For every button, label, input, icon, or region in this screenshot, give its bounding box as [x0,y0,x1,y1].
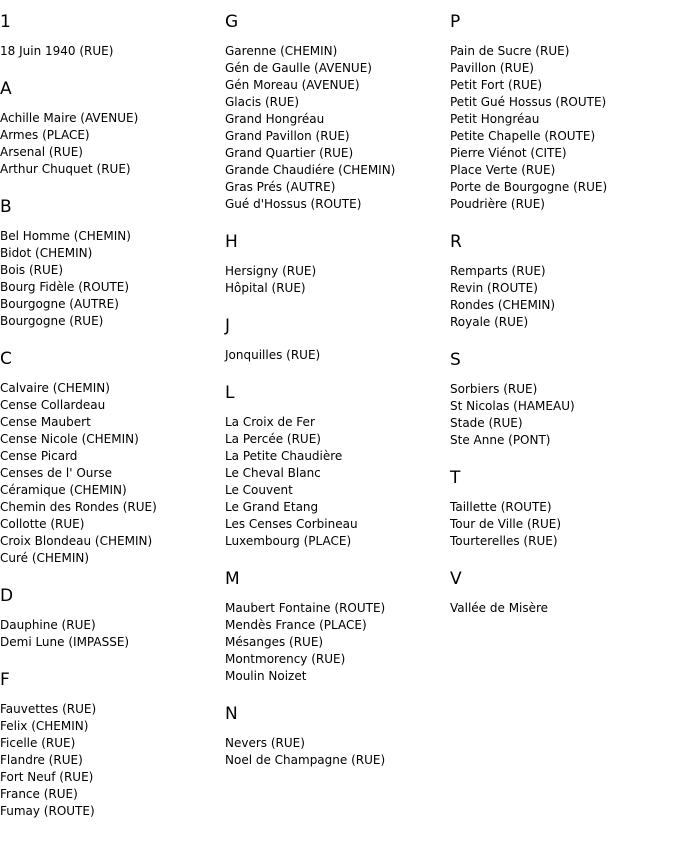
street-item: Petit Gué Hossus (ROUTE) [450,95,607,109]
street-item: Dauphine (RUE) [0,618,96,632]
street-list [450,263,674,331]
street-item: Cense Picard [0,449,78,463]
street-item: Moulin Noizet [225,669,307,683]
street-item: Bourgogne (RUE) [0,314,104,328]
letter-group [0,12,224,60]
letter-group [0,670,224,820]
letter-group [0,197,224,330]
street-item: Cense Maubert [0,415,91,429]
street-list [0,228,224,330]
street-list [225,43,449,213]
letter-heading: J [225,316,231,336]
street-item: Arthur Chuquet (RUE) [0,162,131,176]
street-item: Hôpital (RUE) [225,281,306,295]
letter-heading: B [0,197,12,217]
street-list [225,414,449,550]
letter-group [0,79,224,178]
street-item: Gras Prés (AUTRE) [225,180,336,194]
street-item: Petit Fort (RUE) [450,78,543,92]
street-item: Gén Moreau (AVENUE) [225,78,360,92]
street-item: Gén de Gaulle (AVENUE) [225,61,372,75]
street-list [0,380,224,567]
street-list [450,43,674,213]
index-column [450,0,674,617]
street-item: Fumay (ROUTE) [0,804,95,818]
street-item: Bois (RUE) [0,263,64,277]
index-column [0,0,224,820]
letter-heading: N [225,704,238,724]
street-item: Pain de Sucre (RUE) [450,44,570,58]
street-item: Pavillon (RUE) [450,61,534,75]
street-item: Les Censes Corbineau [225,517,358,531]
street-item: Le Cheval Blanc [225,466,321,480]
letter-heading: V [450,569,462,589]
street-item: Petit Hongréau [450,112,540,126]
street-item: Sorbiers (RUE) [450,382,538,396]
street-list [0,701,224,820]
street-item: Bourg Fidèle (ROUTE) [0,280,130,294]
street-item: Flandre (RUE) [0,753,83,767]
street-item: Royale (RUE) [450,315,529,329]
letter-group [450,12,674,213]
street-item: Chemin des Rondes (RUE) [0,500,157,514]
street-item: Céramique (CHEMIN) [0,483,127,497]
street-item: La Petite Chaudière [225,449,343,463]
street-item: Le Grand Etang [225,500,319,514]
letter-group [450,569,674,617]
street-item: Maubert Fontaine (ROUTE) [225,601,386,615]
street-list [450,600,674,617]
letter-heading: T [450,468,461,488]
street-item: Calvaire (CHEMIN) [0,381,110,395]
street-list [225,600,449,685]
street-item: Glacis (RUE) [225,95,300,109]
street-item: Porte de Bourgogne (RUE) [450,180,608,194]
street-item: Felix (CHEMIN) [0,719,89,733]
street-item: Ficelle (RUE) [0,736,76,750]
letter-heading: M [225,569,240,589]
letter-group [225,232,449,297]
street-item: Vallée de Misère [450,601,549,615]
letter-group [225,569,449,685]
street-item: Remparts (RUE) [450,264,546,278]
street-item: Grand Pavillon (RUE) [225,129,350,143]
street-item: La Percée (RUE) [225,432,321,446]
letter-heading: F [0,670,10,690]
street-item: Cense Collardeau [0,398,106,412]
street-item: Revin (ROUTE) [450,281,538,295]
letter-group [0,586,224,651]
letter-heading: A [0,79,12,99]
street-item: Mésanges (RUE) [225,635,324,649]
street-item: Bidot (CHEMIN) [0,246,93,260]
street-item: 18 Juin 1940 (RUE) [0,44,114,58]
street-item: Rondes (CHEMIN) [450,298,556,312]
index-column [225,0,449,769]
letter-heading: G [225,12,239,32]
street-item: Grande Chaudiére (CHEMIN) [225,163,396,177]
street-item: France (RUE) [0,787,78,801]
street-item: Armes (PLACE) [0,128,90,142]
street-list [225,347,449,364]
street-item: La Croix de Fer [225,415,315,429]
street-item: Noel de Champagne (RUE) [225,753,386,767]
letter-group [225,12,449,213]
street-item: Censes de l' Ourse [0,466,112,480]
letter-heading: R [450,232,462,252]
street-item: Taillette (ROUTE) [450,500,552,514]
street-item: St Nicolas (HAMEAU) [450,399,575,413]
street-item: Garenne (CHEMIN) [225,44,338,58]
street-item: Bourgogne (AUTRE) [0,297,119,311]
letter-heading: L [225,383,235,403]
letter-heading: D [0,586,14,606]
street-item: Curé (CHEMIN) [0,551,90,565]
letter-group [225,704,449,769]
street-item: Tour de Ville (RUE) [450,517,562,531]
street-list [0,617,224,651]
street-item: Montmorency (RUE) [225,652,346,666]
letter-heading: H [225,232,238,252]
street-item: Grand Quartier (RUE) [225,146,354,160]
street-item: Achille Maire (AVENUE) [0,111,139,125]
street-list [225,263,449,297]
street-item: Poudrière (RUE) [450,197,545,211]
street-list [450,499,674,550]
street-item: Nevers (RUE) [225,736,305,750]
street-item: Fauvettes (RUE) [0,702,97,716]
street-item: Fort Neuf (RUE) [0,770,94,784]
street-item: Croix Blondeau (CHEMIN) [0,534,153,548]
street-item: Place Verte (RUE) [450,163,556,177]
street-list [450,381,674,449]
street-item: Cense Nicole (CHEMIN) [0,432,139,446]
letter-group [225,383,449,550]
street-item: Arsenal (RUE) [0,145,83,159]
street-item: Demi Lune (IMPASSE) [0,635,130,649]
letter-group [225,316,449,364]
street-item: Mendès France (PLACE) [225,618,367,632]
street-item: Petite Chapelle (ROUTE) [450,129,596,143]
street-item: Gué d'Hossus (ROUTE) [225,197,362,211]
street-list [0,43,224,60]
letter-heading: 1 [0,12,11,32]
street-item: Jonquilles (RUE) [225,348,321,362]
letter-group [450,468,674,550]
letter-heading: S [450,350,461,370]
street-item: Hersigny (RUE) [225,264,317,278]
street-item: Tourterelles (RUE) [450,534,558,548]
street-item: Le Couvent [225,483,293,497]
letter-group [450,232,674,331]
street-item: Ste Anne (PONT) [450,433,551,447]
street-item: Luxembourg (PLACE) [225,534,352,548]
letter-group [450,350,674,449]
street-list [0,110,224,178]
letter-group [0,349,224,567]
letter-heading: P [450,12,461,32]
letter-heading: C [0,349,12,369]
street-item: Pierre Viénot (CITE) [450,146,567,160]
street-list [225,735,449,769]
street-item: Stade (RUE) [450,416,523,430]
street-item: Grand Hongréau [225,112,325,126]
street-item: Collotte (RUE) [0,517,85,531]
street-item: Bel Homme (CHEMIN) [0,229,131,243]
